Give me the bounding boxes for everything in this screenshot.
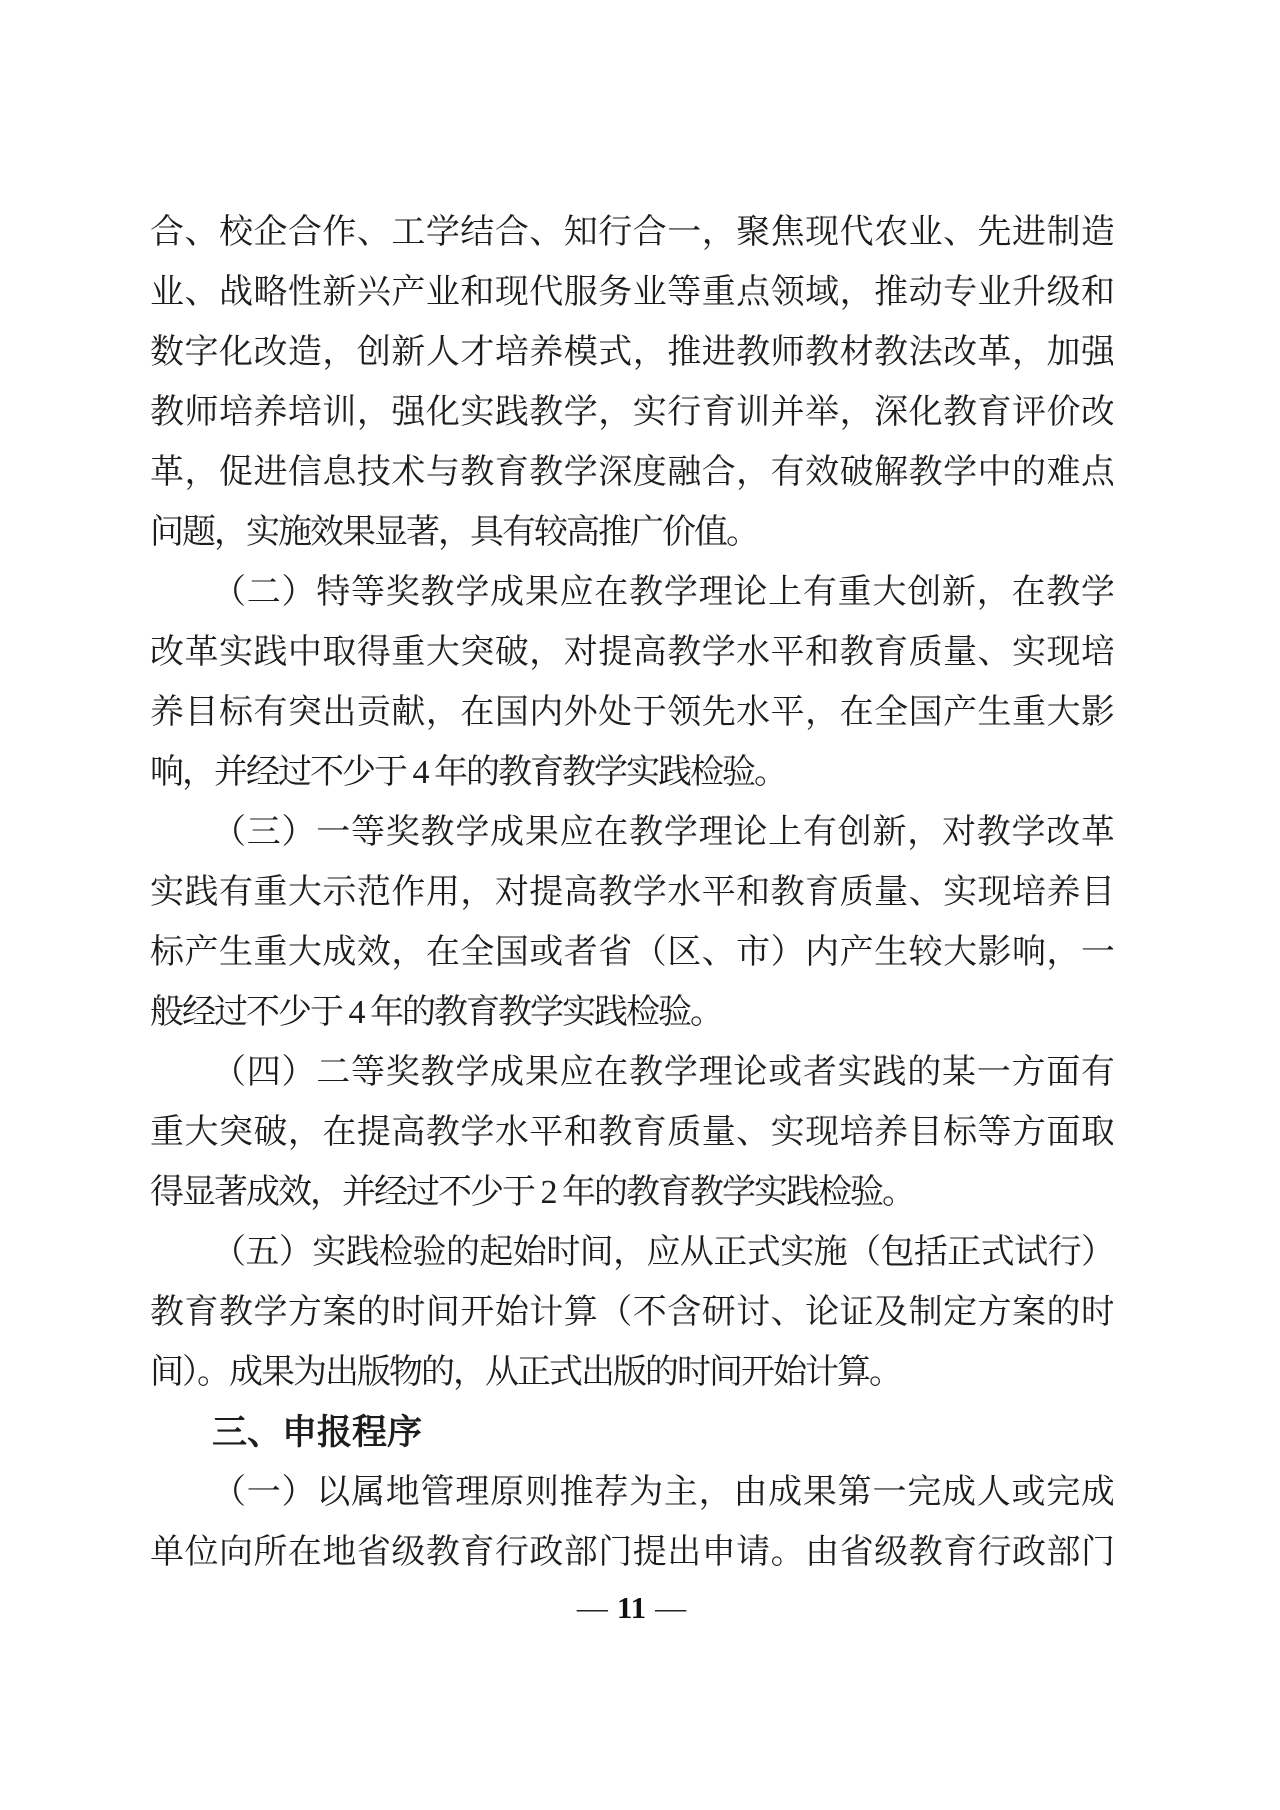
page-number-dash-left: — xyxy=(576,1590,608,1625)
text-line: 教育教学方案的时间开始计算（不含研讨、论证及制定方案的时 xyxy=(150,1294,1113,1331)
page-number-dash-right: — xyxy=(655,1590,687,1625)
text-line: 养目标有突出贡献，在国内外处于领先水平，在全国产生重大影 xyxy=(150,694,1113,731)
text-line: 问题，实施效果显著，具有较高推广价值。 xyxy=(150,514,758,551)
section-heading xyxy=(150,1403,1113,1463)
paragraph xyxy=(150,1463,1113,1583)
text-line: 响，并经过不少于 4 年的教育教学实践检验。 xyxy=(150,754,786,791)
text-line: 教师培养培训，强化实践教学，实行育训并举，深化教育评价改 xyxy=(150,394,1113,431)
page-number: 11 xyxy=(616,1590,647,1625)
page-footer xyxy=(150,1590,1113,1626)
text-line: （五）实践检验的起始时间，应从正式实施（包括正式试行） xyxy=(212,1234,1113,1271)
paragraph xyxy=(150,1223,1113,1403)
paragraph xyxy=(150,563,1113,803)
text-line: 业、战略性新兴产业和现代服务业等重点领域，推动专业升级和 xyxy=(150,274,1113,311)
section-heading-text: 三、申报程序 xyxy=(212,1413,423,1453)
text-line: 单位向所在地省级教育行政部门提出申请。由省级教育行政部门 xyxy=(150,1534,1113,1571)
paragraph xyxy=(150,803,1113,1043)
text-line: 革，促进信息技术与教育教学深度融合，有效破解教学中的难点 xyxy=(150,454,1113,491)
text-line: （一）以属地管理原则推荐为主，由成果第一完成人或完成 xyxy=(212,1474,1113,1511)
text-line: （三）一等奖教学成果应在教学理论上有创新，对教学改革 xyxy=(212,814,1113,851)
paragraph xyxy=(150,203,1113,563)
text-line: 得显著成效，并经过不少于 2 年的教育教学实践检验。 xyxy=(150,1174,914,1211)
text-line: 般经过不少于 4 年的教育教学实践检验。 xyxy=(150,994,722,1031)
text-line: 合、校企合作、工学结合、知行合一，聚焦现代农业、先进制造 xyxy=(150,214,1113,251)
text-line: （四）二等奖教学成果应在教学理论或者实践的某一方面有 xyxy=(212,1054,1113,1091)
text-line: 标产生重大成效，在全国或者省（区、市）内产生较大影响，一 xyxy=(150,934,1113,971)
text-block xyxy=(150,203,1113,1583)
text-line: （二）特等奖教学成果应在教学理论上有重大创新，在教学 xyxy=(212,574,1113,611)
text-line: 改革实践中取得重大突破，对提高教学水平和教育质量、实现培 xyxy=(150,634,1113,671)
text-line: 数字化改造，创新人才培养模式，推进教师教材教法改革，加强 xyxy=(150,334,1113,371)
text-line: 重大突破，在提高教学水平和教育质量、实现培养目标等方面取 xyxy=(150,1114,1113,1151)
paragraph xyxy=(150,1043,1113,1223)
text-line: 间）。成果为出版物的，从正式出版的时间开始计算。 xyxy=(150,1354,901,1391)
text-line: 实践有重大示范作用，对提高教学水平和教育质量、实现培养目 xyxy=(150,874,1113,911)
